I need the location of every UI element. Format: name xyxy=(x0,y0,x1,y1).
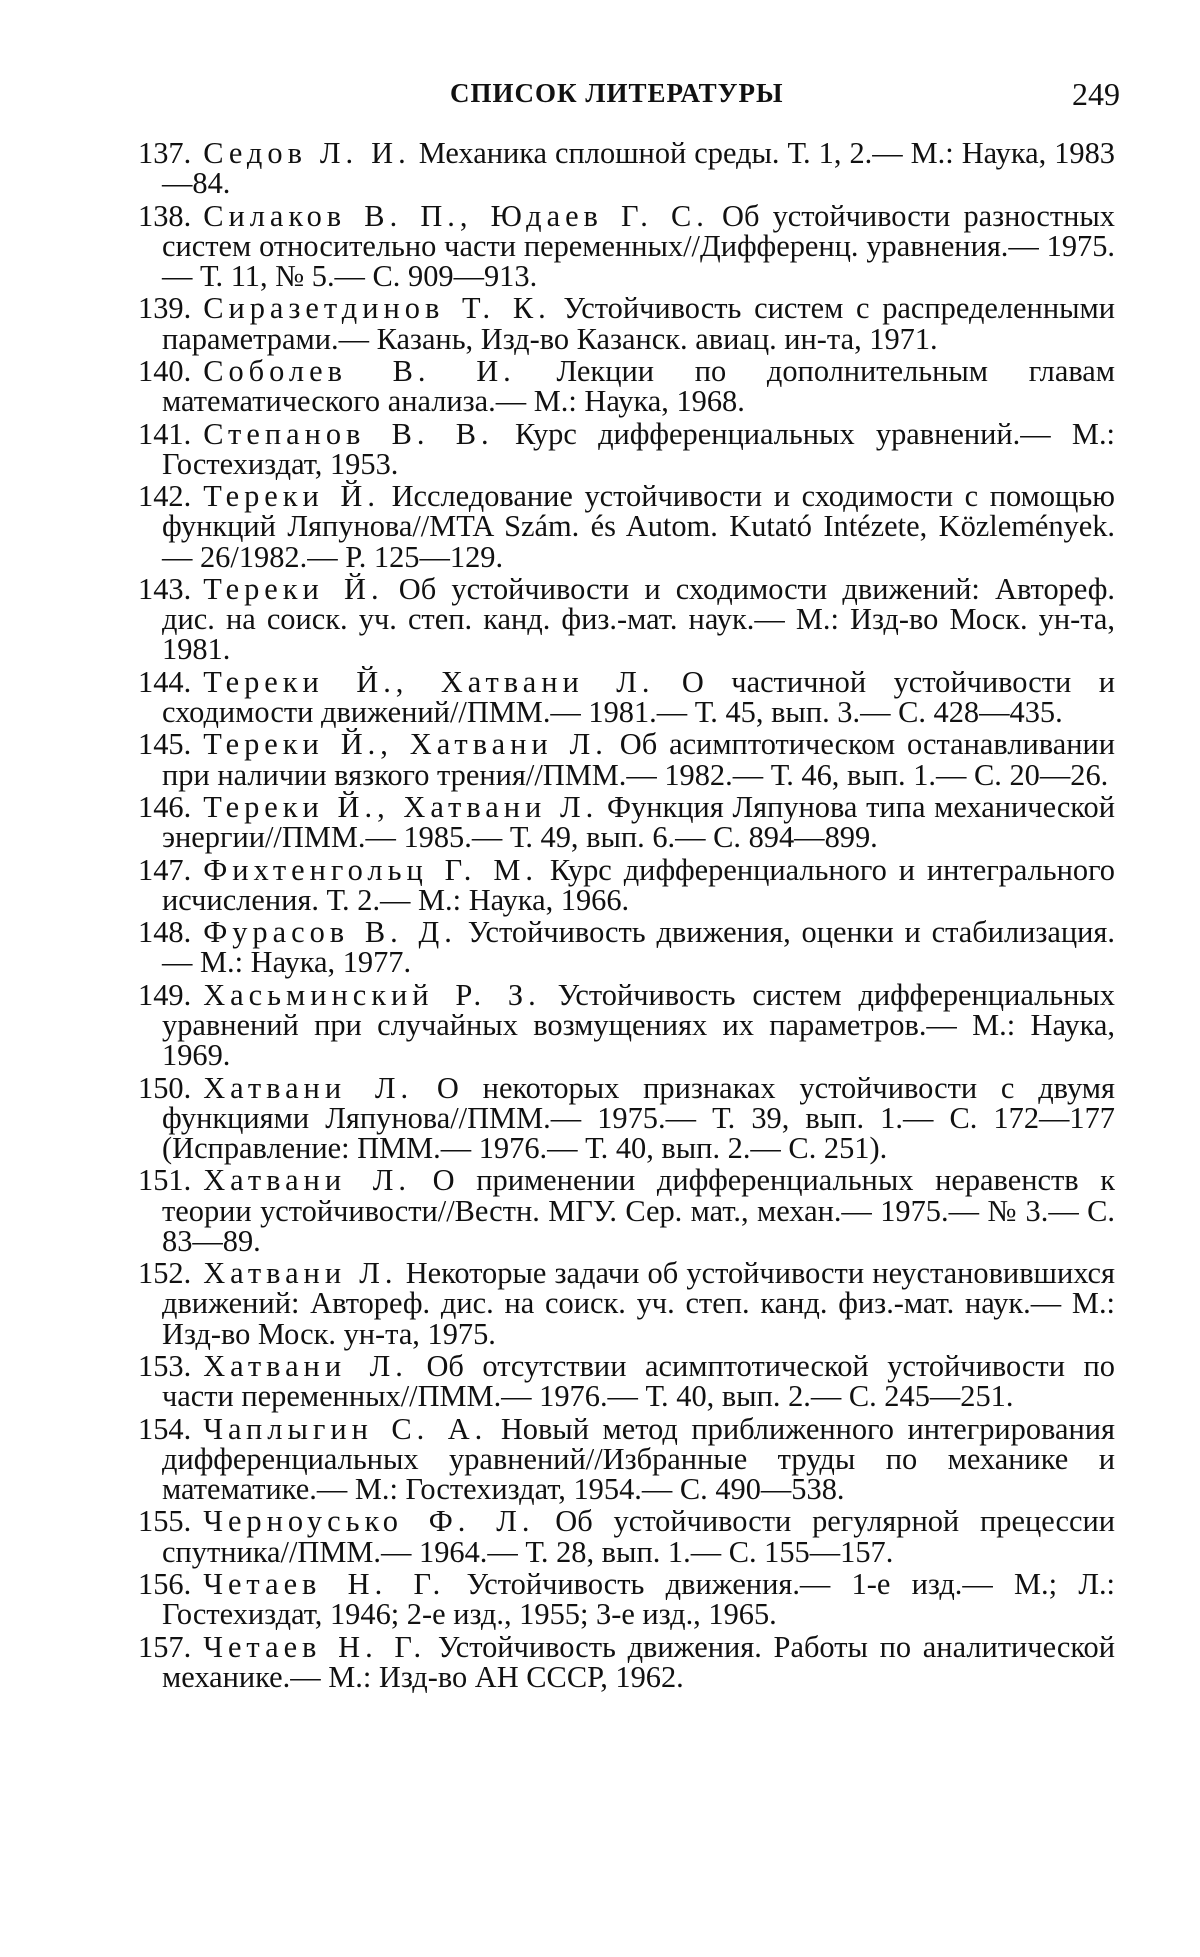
reference-text: Об устойчивости регулярной прецессии спутника//ПММ.— 1964.— Т. 28, вып. 1.— С. 155—157. xyxy=(162,1504,1115,1569)
reference-item xyxy=(138,1504,1115,1569)
reference-number: 151. xyxy=(138,1163,192,1198)
reference-item xyxy=(138,789,1115,855)
reference-author: Хатвани Л. xyxy=(203,1348,408,1383)
reference-number: 146. xyxy=(138,789,192,824)
reference-author: Хатвани Л. xyxy=(203,1163,411,1198)
reference-item xyxy=(138,1411,1115,1506)
reference-author: Четаев Н. Г. xyxy=(203,1629,427,1664)
reference-text: О частичной устойчивости и сходимости движений//ПММ.— 1981.— Т. 45, вып. 3.— С. 428—435. xyxy=(162,664,1115,729)
reference-text: Лекции по дополнительным главам математического анализа.— М.: Наука, 1968. xyxy=(162,353,1115,419)
reference-item xyxy=(138,291,1115,356)
reference-item xyxy=(138,1348,1115,1414)
reference-text: Механика сплошной среды. Т. 1, 2.— М.: Наука, 1983—84. xyxy=(162,136,1115,201)
reference-author: Соболев В. И. xyxy=(203,353,516,388)
reference-author: Тереки Й. xyxy=(203,571,384,606)
reference-text: Новый метод приближенного интегрирования дифференциальных уравнений//Избранные труды по механике и математике.— М.: Гостехиздат, 1954.— С. 490—538. xyxy=(162,1411,1115,1506)
reference-number: 142. xyxy=(138,479,192,514)
reference-author: Силаков В. П., Юдаев Г. С. xyxy=(203,198,709,233)
reference-number: 154. xyxy=(138,1411,192,1446)
reference-number: 147. xyxy=(138,852,192,887)
reference-author: Седов Л. И. xyxy=(203,136,411,170)
reference-item xyxy=(138,664,1115,729)
reference-item xyxy=(138,1629,1115,1694)
reference-number: 139. xyxy=(138,291,192,326)
reference-text: Некоторые задачи об устойчивости неустановившихся движений: Автореф. дис. на соиск. уч. степ. канд. физ.-мат. наук.— М.: Изд-во Моск. ун-та, 1975. xyxy=(162,1256,1115,1351)
running-header xyxy=(150,78,1120,118)
reference-author: Черноусько Ф. Л. xyxy=(203,1504,535,1539)
reference-text: Устойчивость систем с распределенными параметрами.— Казань, Изд-во Казанск. авиац. ин-та, 1971. xyxy=(162,291,1115,356)
reference-text: Функция Ляпунова типа механической энергии//ПММ.— 1985.— Т. 49, вып. 6.— С. 894—899. xyxy=(162,789,1115,855)
reference-number: 153. xyxy=(138,1348,192,1383)
reference-item xyxy=(138,479,1115,574)
reference-text: О некоторых признаках устойчивости с двумя функциями Ляпунова//ПММ.— 1975.— Т. 39, вып. 1.— С. 172—177 (Исправление: ПММ.— 1976.— Т. 40, вып. 2.— С. 251). xyxy=(162,1070,1115,1165)
reference-item xyxy=(138,1566,1115,1632)
reference-author: Фурасов В. Д. xyxy=(203,915,457,950)
reference-author: Хатвани Л. xyxy=(203,1256,398,1291)
reference-author: Чаплыгин С. А. xyxy=(203,1411,488,1446)
reference-text: Курс дифференциальных уравнений.— М.: Гостехиздат, 1953. xyxy=(162,416,1115,481)
reference-text: Устойчивость движения, оценки и стабилизация.— М.: Наука, 1977. xyxy=(162,915,1115,980)
reference-text: Об устойчивости разностных систем относительно части переменных//Дифференц. уравнения.— 1975.— Т. 11, № 5.— С. 909—913. xyxy=(162,198,1115,293)
reference-number: 138. xyxy=(138,198,192,233)
page-number: 249 xyxy=(1072,76,1120,112)
reference-text: Об отсутствии асимптотической устойчивости по части переменных//ПММ.— 1976.— Т. 40, вып. 2.— С. 245—251. xyxy=(162,1348,1115,1414)
reference-item xyxy=(138,727,1115,792)
reference-number: 141. xyxy=(138,416,192,451)
reference-item xyxy=(138,977,1115,1073)
reference-item xyxy=(138,1070,1115,1165)
reference-item xyxy=(138,136,1115,201)
reference-number: 150. xyxy=(138,1070,192,1105)
reference-text: Курс дифференциального и интегрального исчисления. Т. 2.— М.: Наука, 1966. xyxy=(162,852,1116,917)
reference-item xyxy=(138,1163,1115,1258)
reference-item xyxy=(138,571,1115,667)
reference-text: Исследование устойчивости и сходимости с помощью функций Ляпунова//MTA Szám. és Autom. Kutató Intézete, Közlemények.— 26/1982.— P. 125—129. xyxy=(162,479,1115,574)
reference-number: 145. xyxy=(138,727,192,762)
reference-number: 157. xyxy=(138,1629,192,1664)
reference-item xyxy=(138,353,1115,419)
reference-number: 143. xyxy=(138,571,192,606)
reference-text: Об устойчивости и сходимости движений: Автореф. дис. на соиск. уч. степ. канд. физ.-мат. наук.— М.: Изд-во Моск. ун-та, 1981. xyxy=(162,571,1115,667)
reference-text: Устойчивость движения. Работы по аналитической механике.— М.: Изд-во АН СССР, 1962. xyxy=(162,1629,1115,1694)
reference-author: Хатвани Л. xyxy=(203,1070,414,1105)
reference-text: Об асимптотическом останавливании при наличии вязкого трения//ПММ.— 1982.— Т. 46, вып. 1.— С. 20—26. xyxy=(162,727,1115,792)
reference-item xyxy=(138,915,1115,980)
reference-author: Тереки Й., Хатвани Л. xyxy=(203,789,599,824)
reference-item xyxy=(138,1256,1115,1351)
reference-author: Четаев Н. Г. xyxy=(203,1566,446,1601)
reference-item xyxy=(138,416,1115,481)
reference-list xyxy=(138,136,1116,1694)
reference-number: 149. xyxy=(138,977,192,1012)
reference-author: Фихтенгольц Г. М. xyxy=(203,852,538,887)
reference-text: Устойчивость движения.— 1-е изд.— М.; Л.: Гостехиздат, 1946; 2-е изд., 1955; 3-е изд., 1965. xyxy=(162,1566,1115,1632)
reference-number: 148. xyxy=(138,915,192,950)
reference-text: О применении дифференциальных неравенств к теории устойчивости//Вестн. МГУ. Сер. мат., механ.— 1975.— № 3.— С. 83—89. xyxy=(162,1163,1115,1258)
reference-number: 156. xyxy=(138,1566,192,1601)
reference-author: Степанов В. В. xyxy=(203,416,494,451)
reference-number: 152. xyxy=(138,1256,192,1291)
reference-number: 137. xyxy=(138,136,192,170)
reference-item xyxy=(138,852,1116,917)
reference-author: Тереки Й. xyxy=(203,479,380,514)
reference-item xyxy=(138,198,1115,293)
page-title: СПИСОК ЛИТЕРАТУРЫ xyxy=(450,78,784,108)
reference-text: Устойчивость систем дифференциальных уравнений при случайных возмущениях их параметров.— М.: Наука, 1969. xyxy=(162,977,1115,1073)
reference-author: Тереки Й., Хатвани Л. xyxy=(203,664,655,699)
reference-author: Сиразетдинов Т. К. xyxy=(203,291,551,326)
reference-number: 144. xyxy=(138,664,192,699)
reference-number: 155. xyxy=(138,1504,192,1539)
reference-author: Хасьминский Р. З. xyxy=(203,977,541,1012)
reference-author: Тереки Й., Хатвани Л. xyxy=(203,727,608,762)
reference-number: 140. xyxy=(138,353,192,388)
